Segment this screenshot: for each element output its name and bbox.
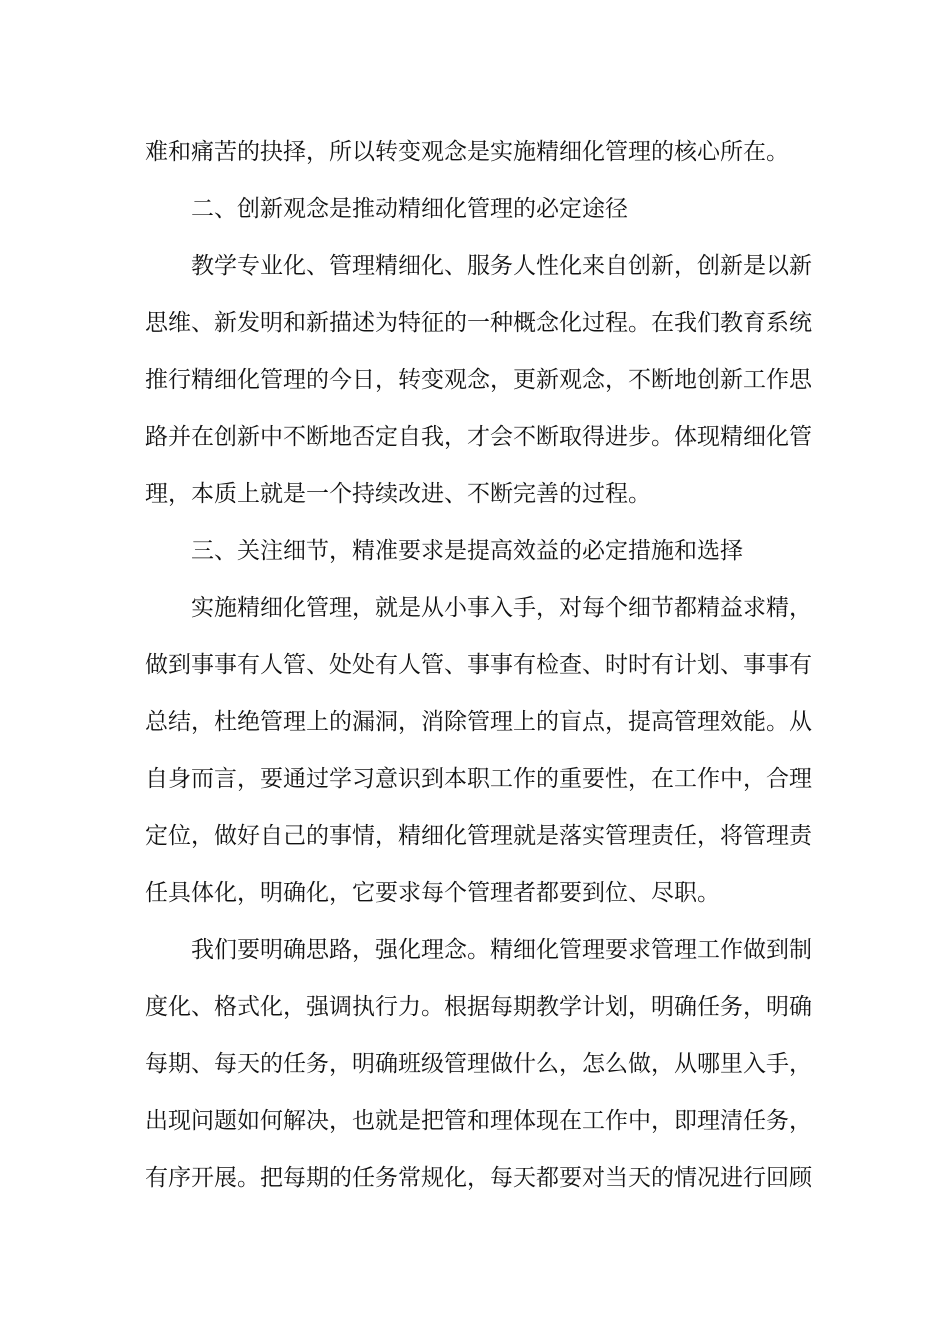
paragraph-first-line: 实施精细化管理，就是从小事入手，对每个细节都精益求精， (191, 595, 812, 621)
text-line: 总结，杜绝管理上的漏洞，消除管理上的盲点，提高管理效能。从 (145, 709, 812, 735)
text-line: 有序开展。把每期的任务常规化，每天都要对当天的情况进行回顾 (145, 1165, 812, 1191)
section-heading: 二、创新观念是推动精细化管理的必定途径 (191, 196, 628, 222)
section-heading: 三、关注细节，精准要求是提高效益的必定措施和选择 (191, 538, 743, 564)
paragraph-first-line: 教学专业化、管理精细化、服务人性化来自创新，创新是以新 (191, 253, 812, 279)
text-line: 理，本质上就是一个持续改进、不断完善的过程。 (145, 481, 651, 507)
document-body (145, 124, 812, 1207)
text-line: 任具体化，明确化，它要求每个管理者都要到位、尽职。 (145, 880, 720, 906)
text-line: 推行精细化管理的今日，转变观念，更新观念，不断地创新工作思 (145, 367, 812, 393)
text-line: 做到事事有人管、处处有人管、事事有检查、时时有计划、事事有 (145, 652, 812, 678)
text-line: 定位，做好自己的事情，精细化管理就是落实管理责任，将管理责 (145, 823, 812, 849)
text-line: 度化、格式化，强调执行力。根据每期教学计划，明确任务，明确 (145, 994, 812, 1020)
text-line: 自身而言，要通过学习意识到本职工作的重要性，在工作中，合理 (145, 766, 812, 792)
text-line: 难和痛苦的抉择，所以转变观念是实施精细化管理的核心所在。 (145, 139, 789, 165)
text-line: 思维、新发明和新描述为特征的一种概念化过程。在我们教育系统 (145, 310, 812, 336)
paragraph-first-line: 我们要明确思路，强化理念。精细化管理要求管理工作做到制 (191, 937, 812, 963)
text-line: 出现问题如何解决，也就是把管和理体现在工作中，即理清任务， (145, 1108, 812, 1134)
text-line: 每期、每天的任务，明确班级管理做什么，怎么做，从哪里入手， (145, 1051, 812, 1077)
text-line: 路并在创新中不断地否定自我，才会不断取得进步。体现精细化管 (145, 424, 812, 450)
